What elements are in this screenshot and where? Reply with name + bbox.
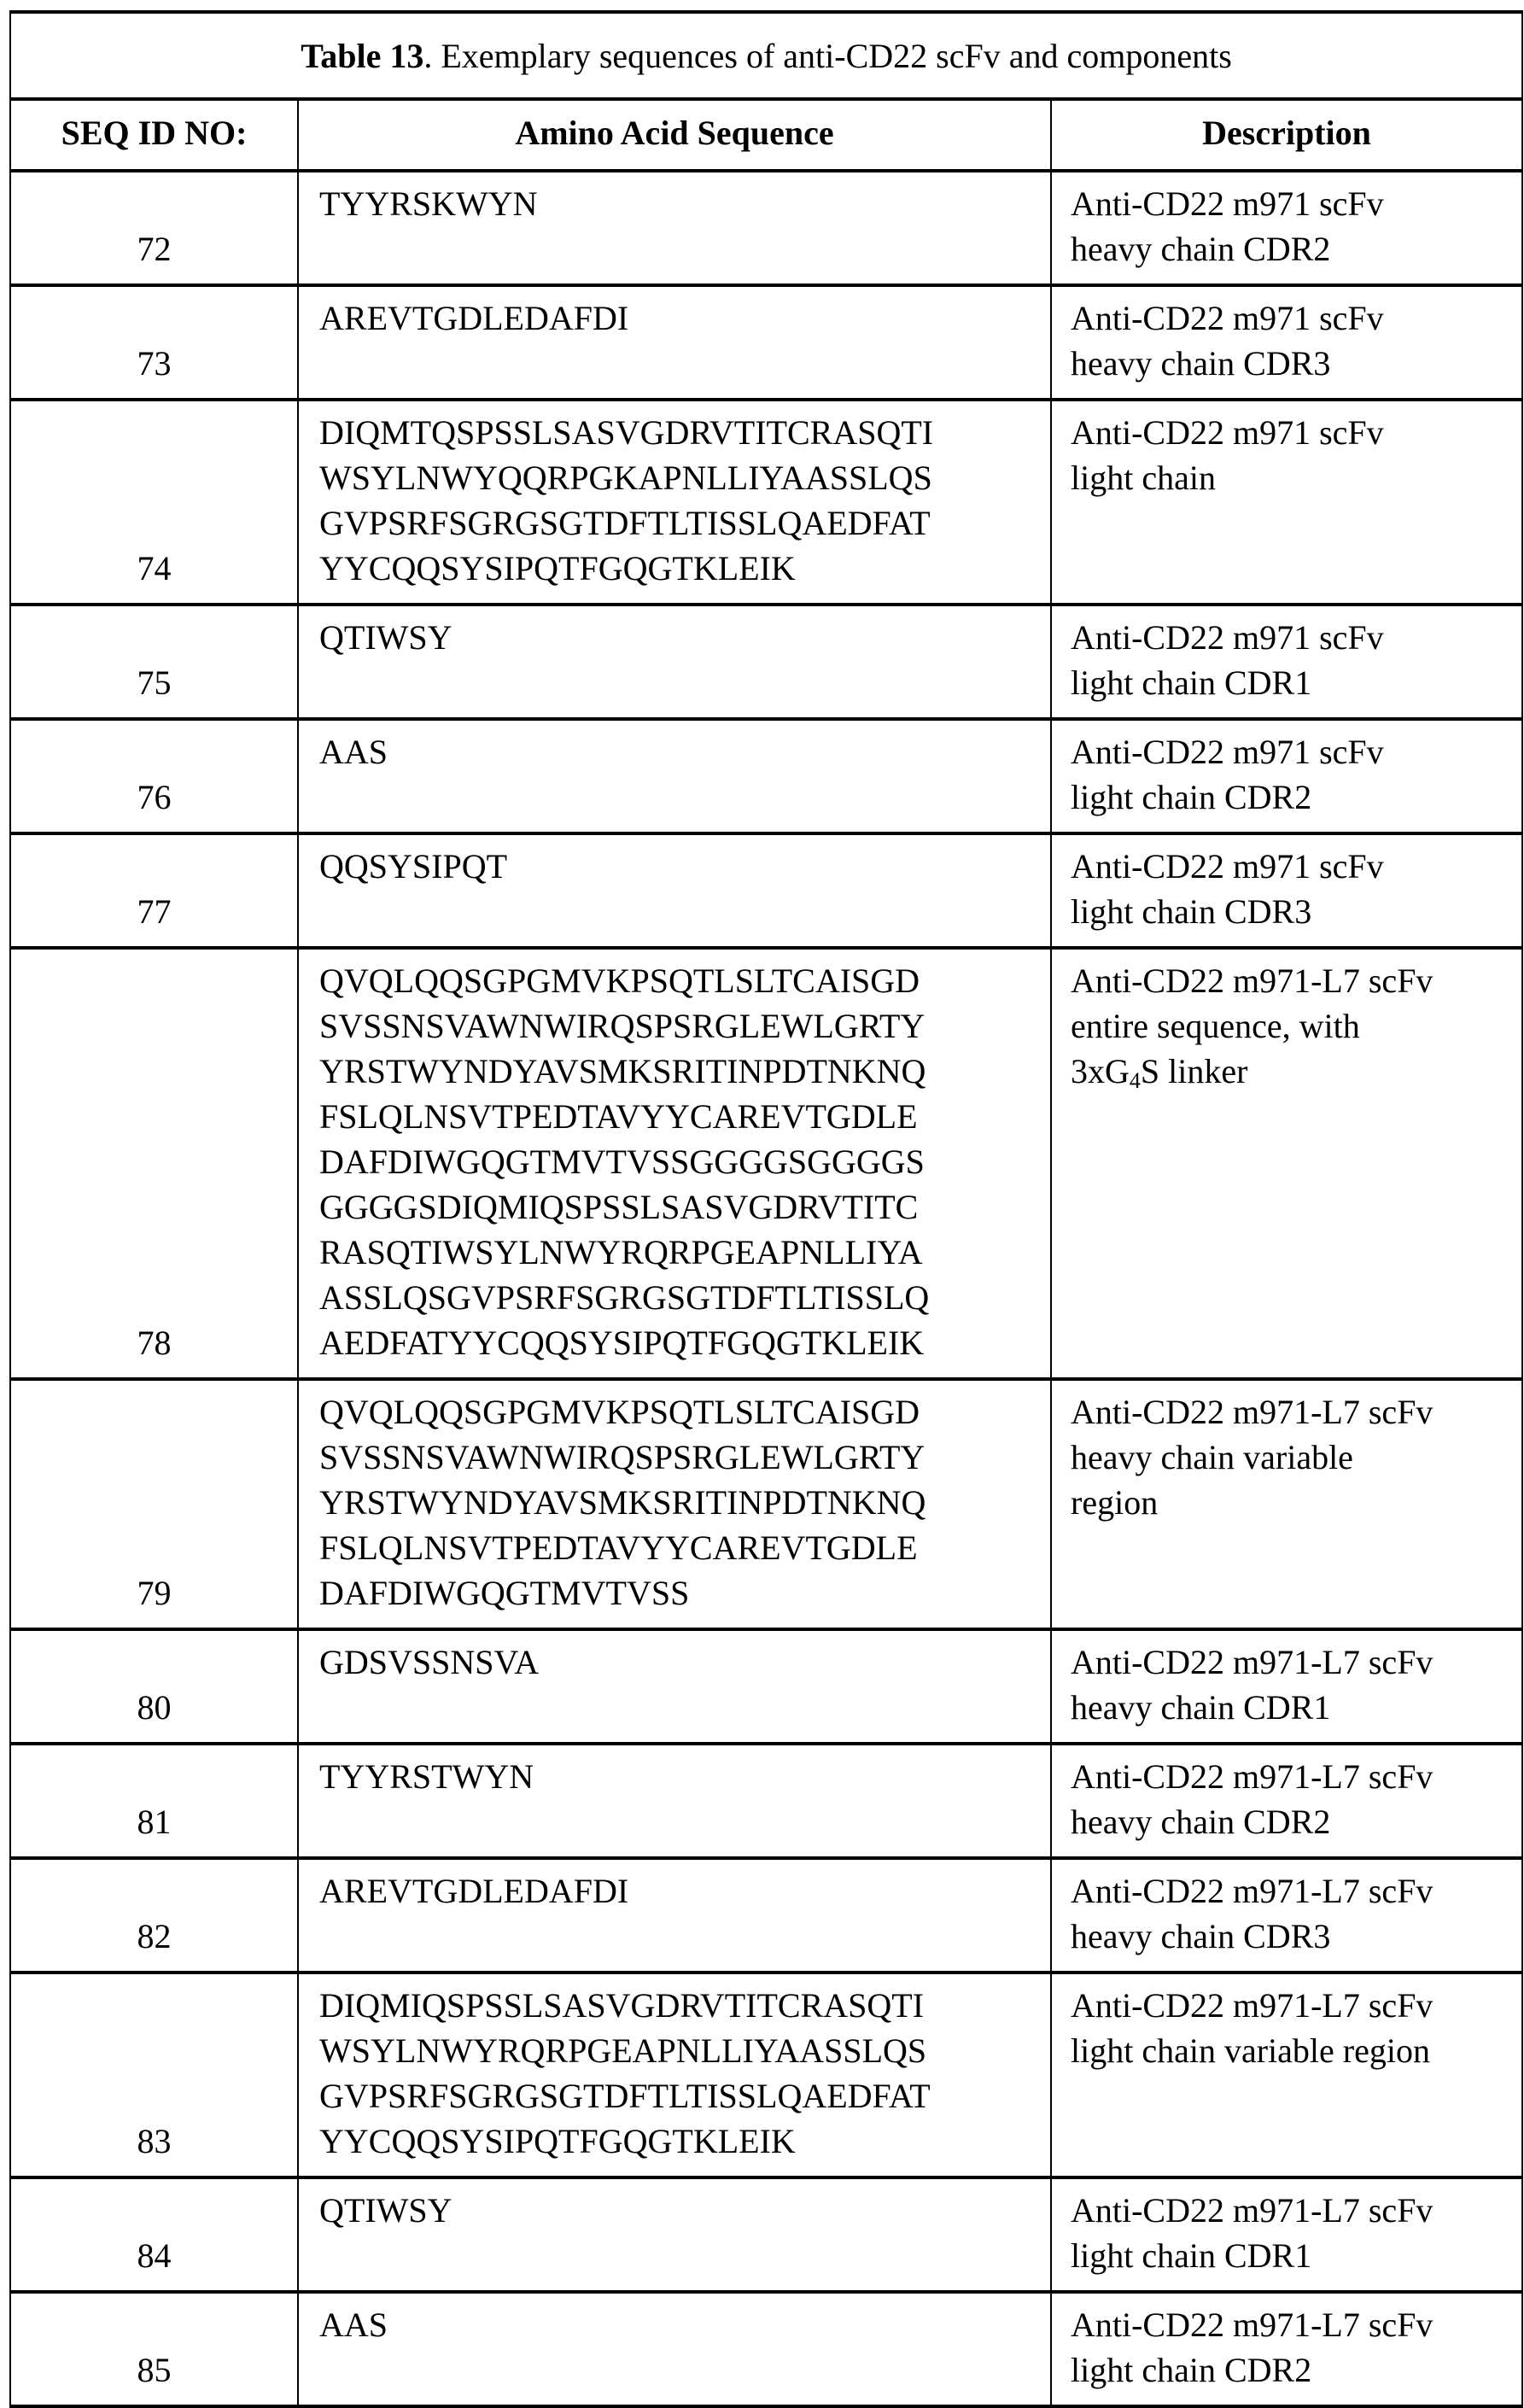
description-line: Anti-CD22 m971-L7 scFv bbox=[1071, 1757, 1433, 1796]
sequence-line: SVSSNSVAWNWIRQSPSRGLEWLGRTY bbox=[319, 1438, 925, 1476]
table-row bbox=[10, 833, 1522, 948]
table-caption-label: Table 13 bbox=[301, 36, 424, 75]
description-cell bbox=[1051, 833, 1522, 948]
table-row bbox=[10, 2292, 1522, 2406]
description-cell bbox=[1051, 1858, 1522, 1973]
description-cell bbox=[1051, 2177, 1522, 2292]
sequence-line: DAFDIWGQGTMVTVSSGGGGSGGGGS bbox=[319, 1143, 925, 1181]
description-cell bbox=[1051, 400, 1522, 605]
table-row bbox=[10, 1629, 1522, 1744]
sequence-cell bbox=[298, 1379, 1051, 1629]
seq-id-cell: 79 bbox=[10, 1379, 298, 1629]
description-cell bbox=[1051, 171, 1522, 285]
sequence-cell bbox=[298, 2292, 1051, 2406]
description-cell bbox=[1051, 1973, 1522, 2177]
sequence-line: AEDFATYYCQQSYSIPQTFGQGTKLEIK bbox=[319, 1324, 925, 1362]
sequence-line: QTIWSY bbox=[319, 618, 453, 657]
sequence-line: YYCQQSYSIPQTFGQGTKLEIK bbox=[319, 2122, 796, 2160]
linker-prefix: 3xG bbox=[1071, 1052, 1130, 1090]
description-cell bbox=[1051, 948, 1522, 1379]
table-row bbox=[10, 719, 1522, 833]
sequence-line: QVQLQQSGPGMVKPSQTLSLTCAISGD bbox=[319, 1393, 920, 1431]
description-line: Anti-CD22 m971-L7 scFv bbox=[1071, 1872, 1433, 1910]
seq-id-cell: 72 bbox=[10, 171, 298, 285]
description-line: heavy chain CDR1 bbox=[1071, 1688, 1331, 1727]
seq-id-cell: 78 bbox=[10, 948, 298, 1379]
description-line: Anti-CD22 m971-L7 scFv bbox=[1071, 1393, 1433, 1431]
description-line: Anti-CD22 m971 scFv bbox=[1071, 413, 1384, 452]
description-line: entire sequence, with bbox=[1071, 1007, 1360, 1045]
sequence-line: SVSSNSVAWNWIRQSPSRGLEWLGRTY bbox=[319, 1007, 925, 1045]
sequence-line: TYYRSKWYN bbox=[319, 184, 538, 223]
seq-id-cell: 76 bbox=[10, 719, 298, 833]
header-sequence: Amino Acid Sequence bbox=[298, 99, 1051, 171]
table-row bbox=[10, 1858, 1522, 1973]
sequence-line: GVPSRFSGRGSGTDFTLTISSLQAEDFAT bbox=[319, 504, 931, 542]
table-row bbox=[10, 400, 1522, 605]
description-cell bbox=[1051, 1744, 1522, 1858]
description-line: Anti-CD22 m971-L7 scFv bbox=[1071, 2191, 1433, 2230]
table-body bbox=[10, 171, 1522, 2406]
description-line: Anti-CD22 m971 scFv bbox=[1071, 733, 1384, 771]
sequence-cell bbox=[298, 1973, 1051, 2177]
sequence-line: FSLQLNSVTPEDTAVYYCAREVTGDLE bbox=[319, 1097, 918, 1136]
description-line: light chain variable region bbox=[1071, 2031, 1430, 2070]
sequence-table bbox=[9, 10, 1523, 2408]
linker-suffix: S linker bbox=[1140, 1052, 1248, 1090]
seq-id-cell: 73 bbox=[10, 285, 298, 400]
seq-id-cell: 85 bbox=[10, 2292, 298, 2406]
seq-id-cell: 80 bbox=[10, 1629, 298, 1744]
description-line: Anti-CD22 m971 scFv bbox=[1071, 299, 1384, 337]
description-line: Anti-CD22 m971-L7 scFv bbox=[1071, 1643, 1433, 1681]
sequence-line: QTIWSY bbox=[319, 2191, 453, 2230]
sequence-cell bbox=[298, 1858, 1051, 1973]
description-line: light chain CDR3 bbox=[1071, 892, 1312, 931]
description-cell bbox=[1051, 2292, 1522, 2406]
sequence-line: GGGGSDIQMIQSPSSLSASVGDRVTITC bbox=[319, 1188, 919, 1226]
sequence-line: YYCQQSYSIPQTFGQGTKLEIK bbox=[319, 549, 796, 587]
seq-id-cell: 82 bbox=[10, 1858, 298, 1973]
table-row bbox=[10, 171, 1522, 285]
sequence-cell bbox=[298, 1629, 1051, 1744]
table-caption bbox=[10, 12, 1522, 99]
sequence-line: WSYLNWYRQRPGEAPNLLIYAASSLQS bbox=[319, 2031, 927, 2070]
sequence-line: DIQMTQSPSSLSASVGDRVTITCRASQTI bbox=[319, 413, 934, 452]
description-cell bbox=[1051, 285, 1522, 400]
description-line: heavy chain variable bbox=[1071, 1438, 1353, 1476]
sequence-line: DIQMIQSPSSLSASVGDRVTITCRASQTI bbox=[319, 1986, 925, 2025]
sequence-line: AREVTGDLEDAFDI bbox=[319, 299, 629, 337]
description-line: light chain bbox=[1071, 459, 1216, 497]
sequence-line: AAS bbox=[319, 2306, 388, 2344]
sequence-line: RASQTIWSYLNWYRQRPGEAPNLLIYA bbox=[319, 1233, 923, 1271]
description-cell bbox=[1051, 719, 1522, 833]
sequence-line: GVPSRFSGRGSGTDFTLTISSLQAEDFAT bbox=[319, 2077, 931, 2115]
linker-subscript: 4 bbox=[1129, 1068, 1141, 1093]
table-title-row bbox=[10, 12, 1522, 99]
sequence-cell bbox=[298, 1744, 1051, 1858]
seq-id-cell: 83 bbox=[10, 1973, 298, 2177]
sequence-cell bbox=[298, 833, 1051, 948]
description-line: Anti-CD22 m971 scFv bbox=[1071, 618, 1384, 657]
table-row bbox=[10, 1973, 1522, 2177]
table-row bbox=[10, 1379, 1522, 1629]
description-cell bbox=[1051, 1379, 1522, 1629]
table-row bbox=[10, 948, 1522, 1379]
description-line: Anti-CD22 m971 scFv bbox=[1071, 847, 1384, 885]
seq-id-cell: 74 bbox=[10, 400, 298, 605]
table-row bbox=[10, 605, 1522, 719]
header-seq-id: SEQ ID NO: bbox=[10, 99, 298, 171]
sequence-cell bbox=[298, 605, 1051, 719]
description-line: Anti-CD22 m971 scFv bbox=[1071, 184, 1384, 223]
description-line: heavy chain CDR2 bbox=[1071, 230, 1331, 268]
sequence-line: AAS bbox=[319, 733, 388, 771]
description-line: light chain CDR2 bbox=[1071, 778, 1312, 816]
description-line: heavy chain CDR3 bbox=[1071, 344, 1331, 383]
description-line-linker bbox=[1071, 1049, 1513, 1094]
description-line: heavy chain CDR2 bbox=[1071, 1803, 1331, 1841]
description-line: light chain CDR1 bbox=[1071, 663, 1312, 702]
table-row bbox=[10, 2177, 1522, 2292]
sequence-cell bbox=[298, 171, 1051, 285]
seq-id-cell: 84 bbox=[10, 2177, 298, 2292]
seq-id-cell: 75 bbox=[10, 605, 298, 719]
description-cell bbox=[1051, 605, 1522, 719]
sequence-cell bbox=[298, 285, 1051, 400]
seq-id-cell: 81 bbox=[10, 1744, 298, 1858]
table-row bbox=[10, 1744, 1522, 1858]
description-line: heavy chain CDR3 bbox=[1071, 1917, 1331, 1955]
sequence-line: FSLQLNSVTPEDTAVYYCAREVTGDLE bbox=[319, 1528, 918, 1567]
sequence-line: YRSTWYNDYAVSMKSRITINPDTNKNQ bbox=[319, 1483, 926, 1522]
table-row bbox=[10, 285, 1522, 400]
header-description: Description bbox=[1051, 99, 1522, 171]
description-line: region bbox=[1071, 1483, 1159, 1522]
seq-id-cell: 77 bbox=[10, 833, 298, 948]
sequence-line: TYYRSTWYN bbox=[319, 1757, 534, 1796]
description-line: light chain CDR1 bbox=[1071, 2236, 1312, 2275]
description-line: Anti-CD22 m971-L7 scFv bbox=[1071, 1986, 1433, 2025]
description-line: light chain CDR2 bbox=[1071, 2351, 1312, 2389]
sequence-cell bbox=[298, 400, 1051, 605]
description-cell bbox=[1051, 1629, 1522, 1744]
sequence-line: ASSLQSGVPSRFSGRGSGTDFTLTISSLQ bbox=[319, 1278, 930, 1317]
sequence-cell bbox=[298, 2177, 1051, 2292]
sequence-line: AREVTGDLEDAFDI bbox=[319, 1872, 629, 1910]
table-caption-text: . Exemplary sequences of anti-CD22 scFv and components bbox=[423, 36, 1232, 75]
sequence-line: GDSVSSNSVA bbox=[319, 1643, 540, 1681]
sequence-cell bbox=[298, 948, 1051, 1379]
table-header-row bbox=[10, 99, 1522, 171]
sequence-line: YRSTWYNDYAVSMKSRITINPDTNKNQ bbox=[319, 1052, 926, 1090]
sequence-line: WSYLNWYQQRPGKAPNLLIYAASSLQS bbox=[319, 459, 932, 497]
description-line: Anti-CD22 m971-L7 scFv bbox=[1071, 961, 1433, 1000]
sequence-line: DAFDIWGQGTMVTVSS bbox=[319, 1574, 690, 1612]
sequence-line: QQSYSIPQT bbox=[319, 847, 508, 885]
sequence-cell bbox=[298, 719, 1051, 833]
description-line: Anti-CD22 m971-L7 scFv bbox=[1071, 2306, 1433, 2344]
sequence-line: QVQLQQSGPGMVKPSQTLSLTCAISGD bbox=[319, 961, 920, 1000]
